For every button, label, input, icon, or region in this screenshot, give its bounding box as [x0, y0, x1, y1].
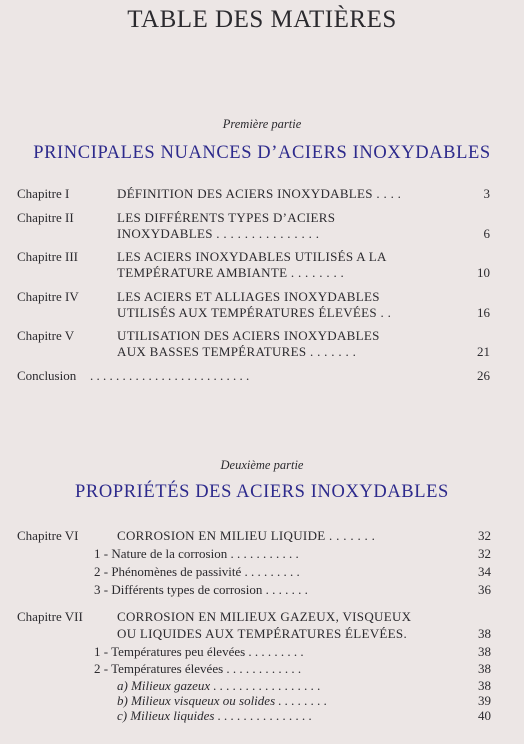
page-number: 34	[478, 564, 491, 579]
chapter-label: Chapitre VII	[17, 609, 83, 624]
page-number: 32	[478, 528, 491, 543]
section-title: 3 - Différents types de corrosion . . . . . . .	[94, 582, 308, 597]
chapter-label: Chapitre I	[17, 186, 70, 201]
chapter-label: Chapitre VI	[17, 528, 79, 543]
subsection-title: b) Milieux visqueux ou solides . . . . . . . .	[117, 693, 328, 708]
section-title: 1 - Nature de la corrosion . . . . . . . . . . .	[94, 546, 299, 561]
chapter-title-line2: TEMPÉRATURE AMBIANTE . . . . . . . .	[117, 265, 345, 280]
page-number: 40	[478, 708, 491, 723]
chapter-title-line1: LES ACIERS INOXYDABLES UTILISÉS A LA	[117, 249, 387, 264]
part2-title: PROPRIÉTÉS DES ACIERS INOXYDABLES	[75, 482, 449, 502]
page-number: 10	[477, 265, 490, 280]
subsection-title: c) Milieux liquides . . . . . . . . . . . . . . .	[117, 708, 312, 723]
part1-label: Première partie	[222, 117, 302, 131]
page-number: 6	[483, 226, 490, 241]
chapter-title-line2: OU LIQUIDES AUX TEMPÉRATURES ÉLEVÉES.	[117, 626, 407, 641]
page-number: 32	[478, 546, 491, 561]
chapter-title-line2: UTILISÉS AUX TEMPÉRATURES ÉLEVÉES . .	[117, 305, 392, 320]
chapter-label: Chapitre III	[17, 249, 79, 264]
chapter-title-line1: LES ACIERS ET ALLIAGES INOXYDABLES	[117, 289, 380, 304]
conclusion-label: Conclusion	[17, 368, 77, 383]
chapter-label: Chapitre II	[17, 210, 74, 225]
part1-title: PRINCIPALES NUANCES D’ACIERS INOXYDABLES	[33, 143, 491, 163]
page-number: 36	[478, 582, 491, 597]
chapter-title-line2: INOXYDABLES . . . . . . . . . . . . . . .	[117, 226, 320, 241]
chapter-title-line2: AUX BASSES TEMPÉRATURES . . . . . . .	[117, 344, 357, 359]
chapter-title: CORROSION EN MILIEU LIQUIDE . . . . . . .	[117, 528, 376, 543]
page-number: 38	[478, 626, 491, 641]
leader-dots: . . . . . . . . . . . . . . . . . . . . . . . . .	[90, 368, 250, 383]
subsection-title: a) Milieux gazeux . . . . . . . . . . . . . . . . .	[117, 678, 321, 693]
chapter-title-line1: LES DIFFÉRENTS TYPES D’ACIERS	[117, 210, 336, 225]
page-title: TABLE DES MATIÈRES	[127, 6, 397, 33]
page-number: 16	[477, 305, 490, 320]
chapter-title-line1: UTILISATION DES ACIERS INOXYDABLES	[117, 328, 380, 343]
part2-label: Deuxième partie	[220, 458, 304, 472]
section-title: 1 - Températures peu élevées . . . . . . . . .	[94, 644, 304, 659]
page-number: 38	[478, 644, 491, 659]
page-number: 39	[478, 693, 491, 708]
page-number: 21	[477, 344, 490, 359]
chapter-title: DÉFINITION DES ACIERS INOXYDABLES . . . .	[117, 186, 402, 201]
page-number: 38	[478, 678, 491, 693]
section-title: 2 - Températures élevées . . . . . . . . . . . .	[94, 661, 302, 676]
page-number: 38	[478, 661, 491, 676]
page-number: 26	[477, 368, 490, 383]
page-number: 3	[483, 186, 490, 201]
section-title: 2 - Phénomènes de passivité . . . . . . . . .	[94, 564, 300, 579]
chapter-title-line1: CORROSION EN MILIEUX GAZEUX, VISQUEUX	[117, 609, 412, 624]
chapter-label: Chapitre IV	[17, 289, 79, 304]
chapter-label: Chapitre V	[17, 328, 75, 343]
